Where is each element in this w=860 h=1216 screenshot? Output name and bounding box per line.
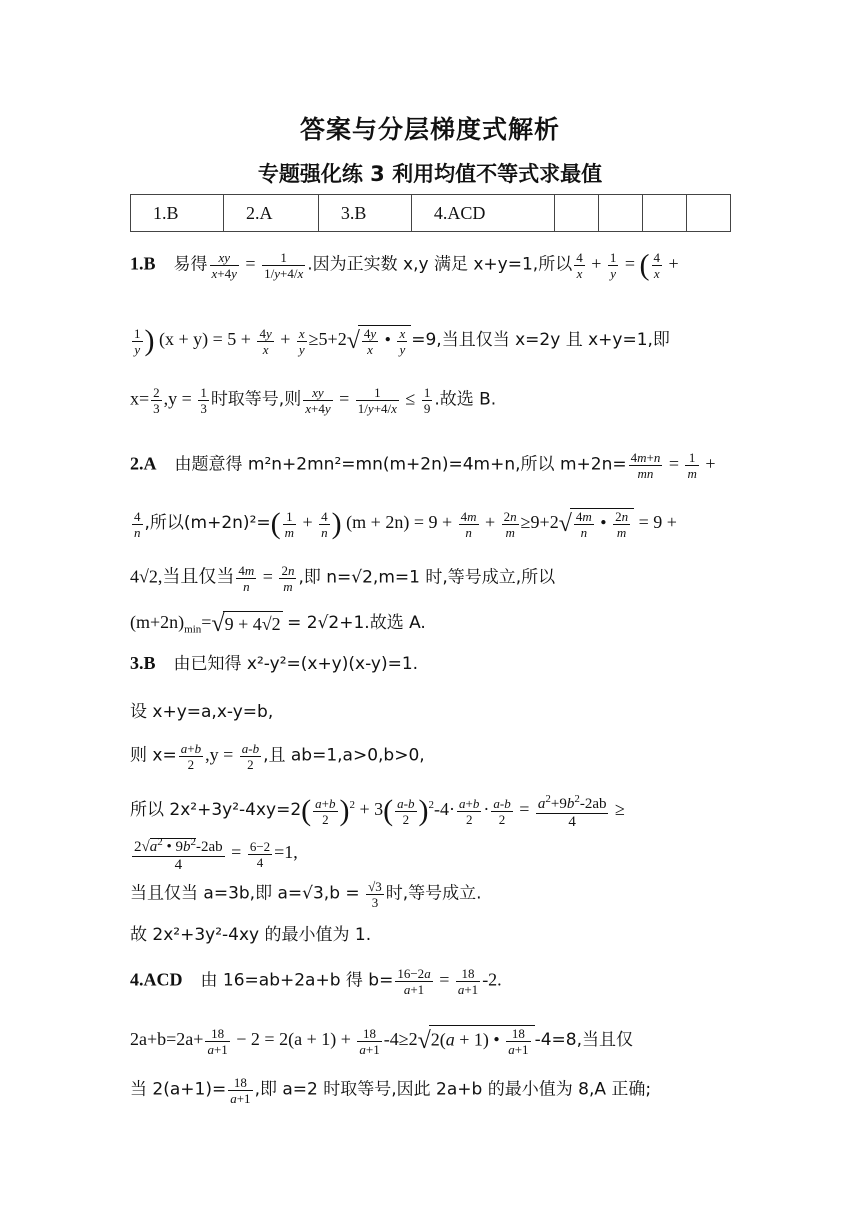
answer-cell (642, 195, 686, 232)
q3-text: ,且 ab=1,a>0,b>0, (263, 745, 425, 766)
q3-text: =1, (274, 842, 298, 863)
answer-cell: 2.A (223, 195, 318, 232)
answer-table (130, 194, 731, 232)
q3-text: + 3 (359, 799, 384, 820)
q1-text: .故选 B. (434, 389, 497, 410)
q3-line-1 (130, 651, 418, 676)
q1-text: 时取等号,则 (210, 389, 302, 410)
q2-line-3: 4√2,当且仅当 $\frac{4m}{n}$ = $\frac{2n}{m}$ ,即 n=√2,m=1 时,等号成立,所以 (130, 563, 556, 594)
q4-text: -4=8,当且仅 (534, 1030, 633, 1051)
page-title: 答案与分层梯度式解析 (299, 115, 560, 144)
q4-text: 当 2(a+1)= (130, 1079, 227, 1100)
q3-text: 设 x+y=a,x-y=b, (130, 702, 274, 722)
q2-text: (m+2n) (130, 612, 185, 632)
q1-text: ≥5+2 (308, 329, 347, 350)
answer-cell (554, 195, 598, 232)
q2-number: 2.A (130, 453, 157, 474)
q2-line-4: $(m+2n)_{min}=√9 + 4√2 = 2√2+1$.故选 A. (130, 610, 426, 637)
q3-text: 时,等号成立. (385, 883, 482, 904)
q3-line-2 (130, 699, 273, 724)
q4-number: 4.ACD (130, 969, 183, 990)
q3-text: -4· (434, 799, 456, 820)
q3-text: ,y = (205, 744, 234, 765)
q2-text: = 9 + (638, 512, 677, 533)
q1-text: (x + y) = 5 + (159, 329, 251, 350)
q3-text: ≥ (614, 799, 625, 820)
q4-line-2: 2a+b=2a+ $\frac{18}{a+1}$ − 2 = 2(a + 1) + $\frac{18}{a+1}$ -4≥2√2(a + 1) • $\frac{18}{a+1}$ -4=8,当且仅 (130, 1025, 633, 1057)
q1-text: 易得 (173, 254, 208, 275)
q3-line-3: 则 x= $\frac{a+b}{2}$ ,y = $\frac{a-b}{2}$ ,且 ab=1,a>0,b>0, (130, 741, 425, 772)
answer-cell (686, 195, 730, 232)
q2-text: 4√2,当且仅当 (130, 566, 235, 587)
q4-text: 2a+b=2a+ (130, 1029, 204, 1050)
q4-text: 由 16=ab+2a+b 得 b= (200, 970, 394, 991)
q2-text: ,所以(m+2n)²= (144, 513, 271, 534)
q2-text: = (201, 612, 212, 632)
section-title: 专题强化练 3 利用均值不等式求最值 (257, 162, 603, 186)
q1-line-2: $\frac{1}{y}$ ) (x + y) = 5 + $\frac{4y}{x}$ + $\frac{x}{y}$ ≥5+2√ $\frac{4y}{x}$ • $\frac{x}{y}$ =9,当且仅当 x=2y 且 x+y=1,即 (134, 324, 670, 357)
q2-text: (m + 2n) = 9 + (346, 512, 453, 533)
q3-text: 故 2x²+3y²-4xy 的最小值为 1. (130, 925, 372, 945)
q1-text: =9,当且仅当 x=2y 且 x+y=1,即 (411, 330, 670, 351)
q3-text: 则 x= (130, 745, 177, 766)
q1-text: ,y = (163, 388, 192, 409)
q3-line-7 (130, 922, 371, 947)
answer-row (131, 195, 731, 232)
q3-text: 所以 2x²+3y²-4xy=2 (130, 800, 302, 821)
q3-number: 3.B (130, 653, 156, 673)
q4-text: ,即 a=2 时取等号,因此 2a+b 的最小值为 8,A 正确; (254, 1079, 652, 1100)
q2-text: 由题意得 m²n+2mn²=mn(m+2n)=4m+n,所以 m+2n= (174, 454, 627, 475)
q1-number: 1.B (130, 253, 156, 274)
q2-line-2: $\frac{4}{n}$ ,所以(m+2n)²=( $\frac{1}{m}$ + $\frac{4}{n}$ ) (m + 2n) = 9 + $\frac{4m}{n}$ + $\frac{2n}{m}$ ≥9+2√ $\frac{4m}{n}$ • $\frac{2n}{m}$ = 9 + (134, 507, 677, 540)
answer-cell (598, 195, 642, 232)
q2-text: min (184, 623, 202, 636)
q3-text: 由已知得 x²-y²=(x+y)(x-y)=1. (173, 654, 419, 674)
q4-text: -4≥2 (383, 1029, 418, 1050)
q1-line-3: x= $\frac{2}{3}$ ,y = $\frac{1}{3}$ 时取等号,则 $\frac{xy}{x+4y}$ = $\frac{1}{1/y+4/x}$ ≤ $\frac{1}{9}$ .故选 B. (130, 385, 497, 416)
q3-text: 当且仅当 a=3b,即 a=√3,b = (130, 883, 360, 904)
answer-cell: 3.B (318, 195, 411, 232)
q3-line-4: 所以 2x²+3y²-4xy=2( $\frac{a+b}{2}$ )$^2$ + 3( $\frac{a-b}{2}$ )$^2$-4· $\frac{a+b}{2}$ · $\frac{a-b}{2}$ = $\frac{a^2+9b^2-2ab}{4}$ ≥ (130, 793, 625, 830)
answer-cell: 1.B (131, 195, 224, 232)
q2-text: = 2√2+1.故选 A. (287, 613, 426, 633)
q4-text: − 2 = 2(a + 1) + (236, 1029, 351, 1050)
q1-text: .因为正实数 x,y 满足 x+y=1,所以 (307, 254, 573, 275)
q1-line-1: 1.B 易得 $\frac{xy}{x+4y}$ = $\frac{1}{1/y+4/x}$ .因为正实数 x,y 满足 x+y=1,所以 $\frac{4}{x}$ + $\frac{1}{y}$ = ( $\frac{4}{x}$ + (130, 248, 679, 282)
q4-text: -2. (482, 969, 502, 990)
q2-text: ,即 n=√2,m=1 时,等号成立,所以 (298, 567, 556, 588)
q4-line-3: 当 2(a+1)= $\frac{18}{a+1}$ ,即 a=2 时取等号,因此 2a+b 的最小值为 8,A 正确; (130, 1075, 652, 1106)
q3-line-6: 当且仅当 a=3b,即 a=√3,b = $\frac{√3}{3}$ 时,等号成立. (130, 879, 482, 910)
answer-cell: 4.ACD (411, 195, 554, 232)
q4-line-1: 4.ACD 由 16=ab+2a+b 得 b= $\frac{16-2a}{a+1}$ = $\frac{18}{a+1}$ -2. (130, 966, 502, 997)
q1-text: x= (130, 388, 150, 409)
q2-text: ≥9+2 (520, 512, 559, 533)
q3-line-5: $\frac{2√a^2 • 9b^2-2ab}{4}$ = $\frac{6-2}{4}$ =1, (134, 836, 298, 873)
q2-line-1: 2.A 由题意得 m²n+2mn²=mn(m+2n)=4m+n,所以 m+2n= $\frac{4m+n}{mn}$ = $\frac{1}{m}$ + (130, 450, 716, 481)
